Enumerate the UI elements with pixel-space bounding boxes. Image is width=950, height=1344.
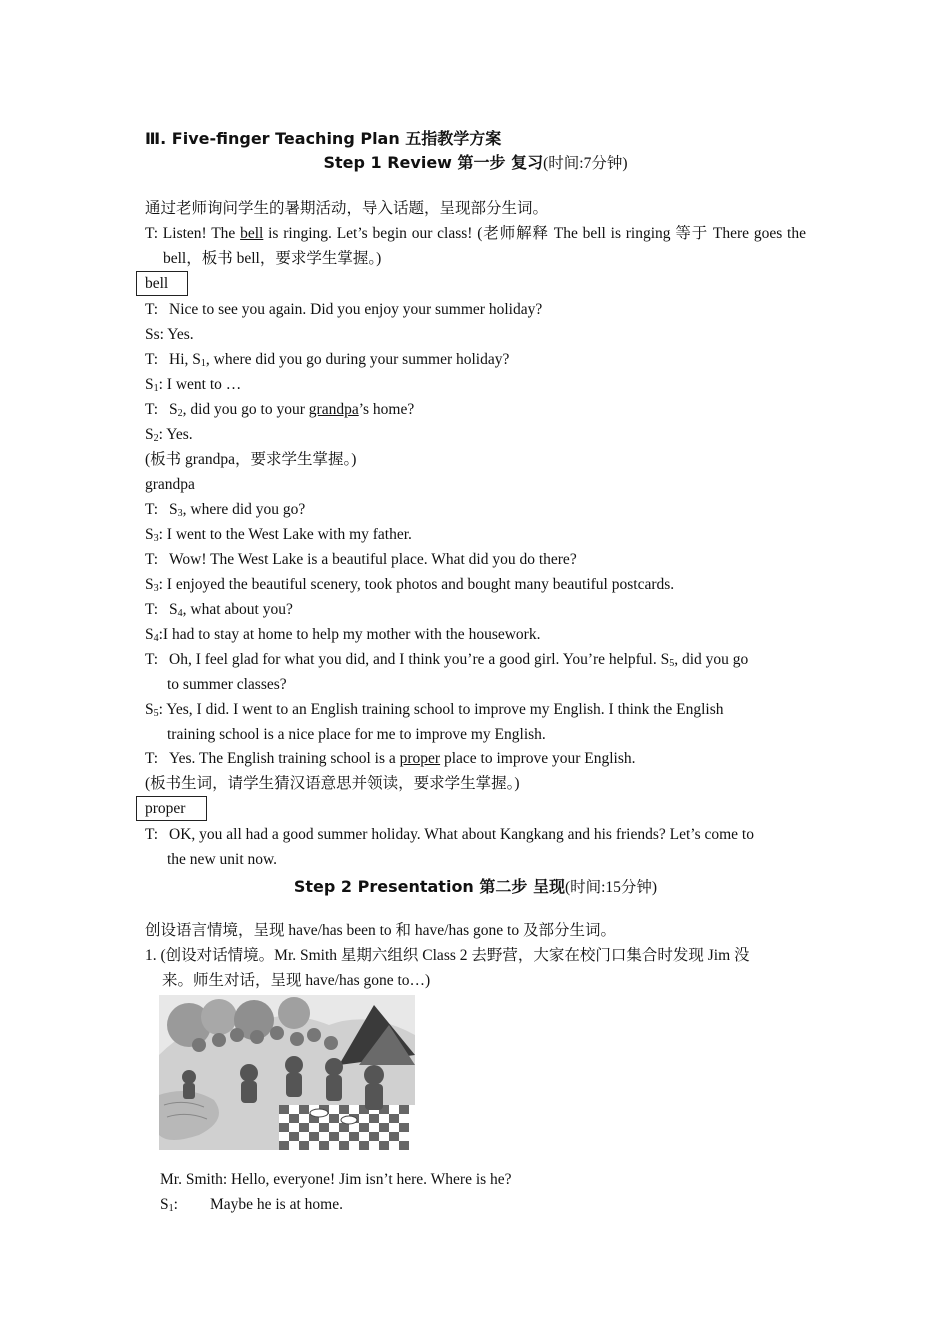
vocab-box-proper: proper (136, 796, 207, 821)
dialog-line: $S_3$: I went to the West Lake with my father. (145, 526, 412, 544)
plan-title: Ⅲ. Five-finger Teaching Plan 五指教学方案 (145, 129, 502, 148)
dialog-line: T: $S_2$, did you go to your grandpa’s home? (145, 401, 415, 419)
step2-intro: 创设语言情境，呈现 have/has been to 和 have/has gone to 及部分生词。 (145, 922, 616, 939)
dialog-line-cont: to summer classes? (167, 676, 287, 693)
dialog-line: T: Oh, I feel glad for what you did, and I think you’re a good girl. You’re helpful. $S_5$, did you go (145, 651, 749, 669)
dialog-line-cont: training school is a nice place for me to improve my English. (167, 726, 546, 743)
dialog-line: T: Hi, $S_1$, where did you go during your summer holiday? (145, 351, 510, 369)
dialog-line: $S_1$: Maybe he is at home. (160, 1196, 343, 1214)
dialog-line: T: Wow! The West Lake is a beautiful place. What did you do there? (145, 551, 577, 568)
camping-picnic-illustration (159, 995, 415, 1150)
step2-heading: Step 2 Presentation 第二步 呈现(时间:15分钟) (293, 877, 658, 896)
vocab-grandpa: grandpa (145, 476, 195, 493)
dialog-line: $S_5$: Yes, I did. I went to an English training school to improve my English. I think the English (145, 701, 724, 719)
board-note: (板书 grandpa，要求学生掌握。) (145, 451, 357, 468)
vocab-box-bell: bell (136, 271, 188, 296)
dialog-line: T: $S_4$, what about you? (145, 601, 293, 619)
dialog-line: T: $S_3$, where did you go? (145, 501, 306, 519)
step1-heading: Step 1 Review 第一步 复习(时间:7分钟) (323, 153, 628, 172)
dialog-line: $S_2$: Yes. (145, 426, 193, 444)
dialog-line-cont: the new unit now. (167, 851, 278, 868)
dialog-line: $S_1$: I went to … (145, 376, 242, 394)
numbered-item: 1. (创设对话情境。Mr. Smith 星期六组织 Class 2 去野营，大家在校门口集合时发现 Jim 没 (145, 947, 750, 964)
dialog-line: T: Listen! The bell is ringing. Let’s begin our class! (老师解释 The bell is ringing 等于 There goes the bell，板书 bell，要求学生掌握。) (145, 225, 806, 267)
dialog-line: T: Nice to see you again. Did you enjoy your summer holiday? (145, 301, 543, 318)
camping-picnic-drawing (159, 995, 415, 1150)
numbered-item-cont: 来。师生对话，呈现 have/has gone to…) (162, 972, 431, 989)
dialog-line: Ss: Yes. (145, 326, 194, 343)
board-note: (板书生词，请学生猜汉语意思并领读，要求学生掌握。) (145, 775, 520, 792)
dialog-line: Mr. Smith: Hello, everyone! Jim isn’t here. Where is he? (160, 1171, 512, 1188)
dialog-line: T: OK, you all had a good summer holiday. What about Kangkang and his friends? Let’s come to (145, 826, 754, 843)
dialog-line: $S_3$: I enjoyed the beautiful scenery, took photos and bought many beautiful postcards. (145, 576, 675, 594)
dialog-line: $S_4:I$ had to stay at home to help my mother with the housework. (145, 626, 541, 644)
dialog-line: T: Yes. The English training school is a proper place to improve your English. (145, 750, 636, 767)
step1-intro: 通过老师询问学生的暑期活动，导入话题，呈现部分生词。 (145, 200, 549, 217)
